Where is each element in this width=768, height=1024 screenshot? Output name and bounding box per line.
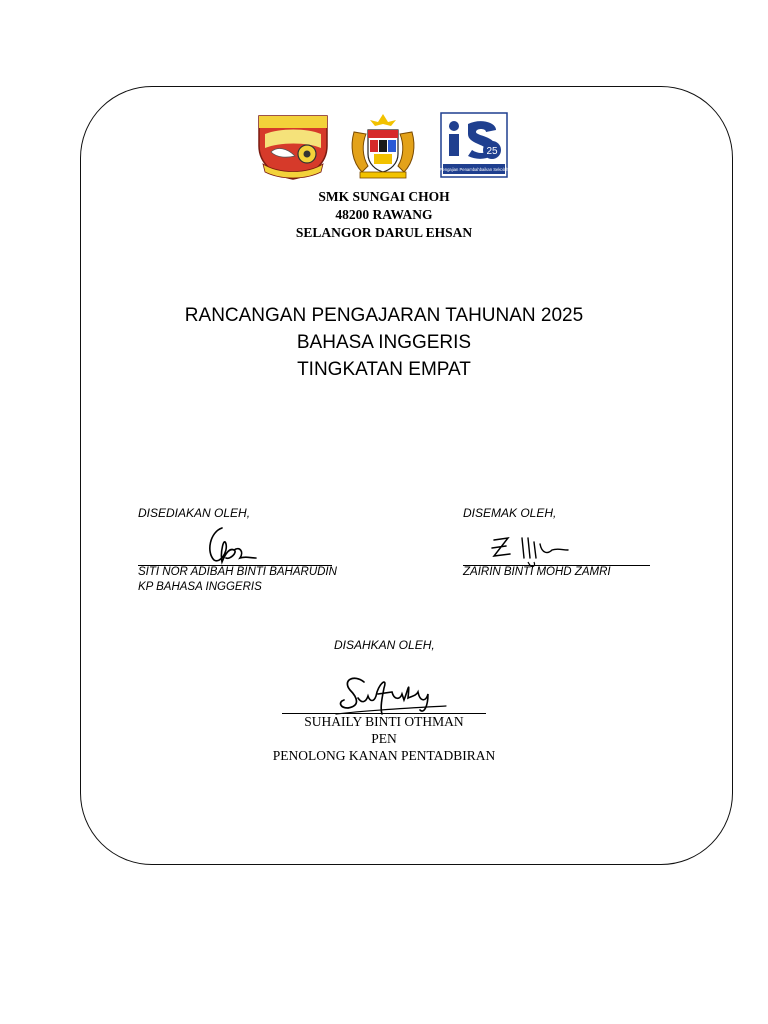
logo-row [0, 112, 768, 182]
svg-text:Pengajian Penambahbaikan Sekol: Pengajian Penambahbaikan Sekolah [440, 167, 508, 172]
document-title [0, 302, 768, 383]
school-logo [255, 112, 331, 180]
title-line-3: TINGKATAN EMPAT [297, 359, 471, 380]
svg-text:25: 25 [486, 146, 498, 157]
approved-by-title: PEN [371, 731, 397, 746]
malaysia-crest-logo [344, 112, 422, 180]
prepared-by-label: DISEDIAKAN OLEH, [138, 506, 251, 520]
school-postcode-city: 48200 RAWANG [335, 207, 433, 222]
prepared-by-signature [200, 522, 260, 568]
checked-by-name: ZAIRIN BINTI MOHD ZAMRI [463, 566, 611, 578]
approved-by-name: SUHAILY BINTI OTHMAN [304, 714, 464, 729]
s25-program-logo [440, 112, 508, 178]
prepared-by-position: KP BAHASA INGGERIS [138, 581, 262, 593]
approved-by-label: DISAHKAN OLEH, [334, 638, 435, 652]
approved-by-position: PENOLONG KANAN PENTADBIRAN [272, 748, 496, 763]
checked-by-label: DISEMAK OLEH, [463, 506, 557, 520]
prepared-by-name: SITI NOR ADIBAH BINTI BAHARUDIN [138, 566, 337, 578]
school-state: SELANGOR DARUL EHSAN [295, 225, 473, 240]
school-address-block [0, 188, 768, 242]
title-line-2: BAHASA INGGERIS [296, 332, 472, 353]
school-name: SMK SUNGAI CHOH [318, 189, 450, 204]
approved-by-block [0, 713, 768, 764]
title-line-1: RANCANGAN PENGAJARAN TAHUNAN 2025 [184, 305, 584, 326]
